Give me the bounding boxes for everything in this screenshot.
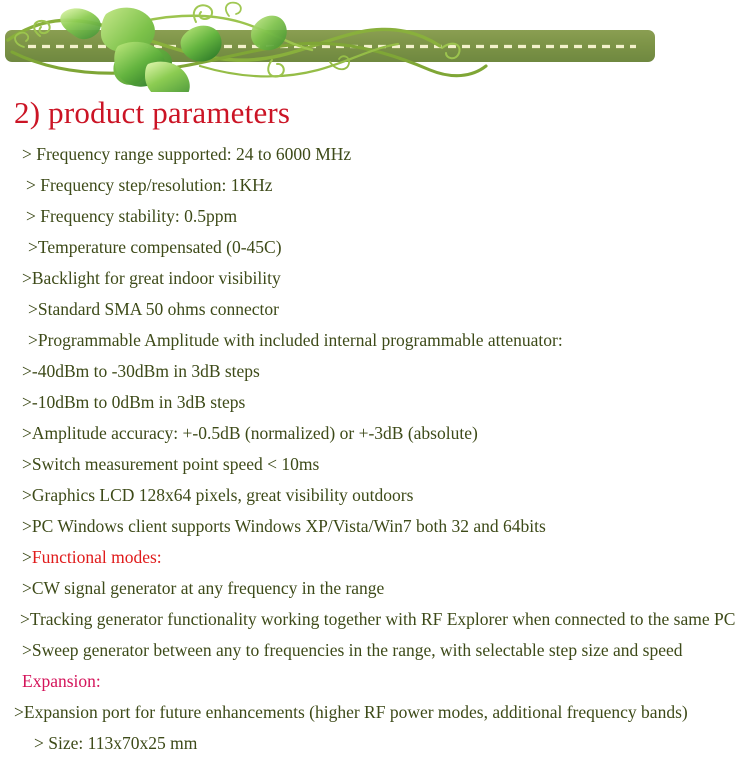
spec-item-text: Temperature compensated (0-45C)	[37, 237, 282, 257]
spec-bullet-marker: >	[22, 516, 32, 536]
spec-item-text: Backlight for great indoor visibility	[31, 268, 281, 288]
spec-item-text: CW signal generator at any frequency in the range	[31, 578, 385, 598]
spec-list-item	[0, 170, 750, 201]
spec-list-item	[0, 697, 750, 728]
spec-item-text: Programmable Amplitude with included internal programmable attenuator:	[37, 330, 563, 350]
spec-item-text: Graphics LCD 128x64 pixels, great visibility outdoors	[31, 485, 414, 505]
spec-item-text: Amplitude accuracy: +-0.5dB (normalized) or +-3dB (absolute)	[31, 423, 478, 443]
spec-bullet-marker: >	[22, 640, 32, 660]
spec-list-item	[0, 449, 750, 480]
spec-item-text: Frequency step/resolution: 1KHz	[40, 175, 273, 195]
spec-item-text: PC Windows client supports Windows XP/Vista/Win7 both 32 and 64bits	[31, 516, 546, 536]
spec-bullet-marker: >	[20, 609, 30, 629]
spec-list-item	[0, 604, 750, 635]
spec-list-item	[0, 573, 750, 604]
decorative-ivy-banner	[0, 0, 750, 92]
spec-list-item	[0, 139, 750, 170]
spec-item-text: -40dBm to -30dBm in 3dB steps	[31, 361, 260, 381]
spec-list-item	[0, 635, 750, 666]
spec-list-item	[0, 325, 750, 356]
spec-bullet-marker: >	[26, 206, 41, 226]
spec-item-text: Tracking generator functionality working together with RF Explorer when connected to the same PC	[29, 609, 736, 629]
spec-bullet-marker: >	[22, 485, 32, 505]
spec-list-item	[0, 728, 750, 759]
spec-list-item	[0, 418, 750, 449]
spec-list-item	[0, 511, 750, 542]
spec-list-item	[0, 542, 750, 573]
spec-bullet-marker: >	[22, 268, 32, 288]
spec-bullet-marker: >	[22, 547, 32, 567]
spec-bullet-marker: >	[22, 392, 32, 412]
spec-bullet-marker: >	[22, 578, 32, 598]
spec-list-item	[0, 356, 750, 387]
spec-list-item	[0, 387, 750, 418]
spec-item-text: -10dBm to 0dBm in 3dB steps	[31, 392, 246, 412]
spec-bullet-marker: >	[22, 423, 32, 443]
spec-bullet-marker: >	[28, 299, 38, 319]
spec-item-text: Sweep generator between any to frequencies in the range, with selectable step size and speed	[31, 640, 683, 660]
spec-item-text: Standard SMA 50 ohms connector	[37, 299, 279, 319]
spec-bullet-marker: >	[26, 175, 41, 195]
product-parameters-list	[0, 139, 750, 759]
spec-item-text: Switch measurement point speed < 10ms	[31, 454, 320, 474]
spec-bullet-marker: >	[28, 237, 38, 257]
spec-bullet-marker: >	[34, 733, 49, 753]
spec-bullet-marker: >	[22, 454, 32, 474]
spec-item-text: Functional modes:	[31, 547, 162, 567]
page-title: 2) product parameters	[14, 95, 291, 130]
spec-bullet-marker: >	[28, 330, 38, 350]
banner-graphic	[0, 0, 750, 92]
spec-item-text: Frequency range supported: 24 to 6000 MHz	[36, 144, 352, 164]
spec-list-item	[0, 294, 750, 325]
spec-item-text: Expansion port for future enhancements (higher RF power modes, additional frequency bands)	[23, 702, 688, 722]
spec-list-item	[0, 232, 750, 263]
spec-bullet-marker: >	[22, 144, 37, 164]
spec-list-item	[0, 263, 750, 294]
spec-list-item	[0, 201, 750, 232]
spec-item-text: Size: 113x70x25 mm	[48, 733, 198, 753]
spec-bullet-marker: >	[14, 702, 24, 722]
spec-list-item	[0, 666, 750, 697]
spec-list-item	[0, 480, 750, 511]
spec-item-text: Expansion:	[22, 671, 101, 691]
spec-item-text: Frequency stability: 0.5ppm	[40, 206, 238, 226]
spec-bullet-marker: >	[22, 361, 32, 381]
